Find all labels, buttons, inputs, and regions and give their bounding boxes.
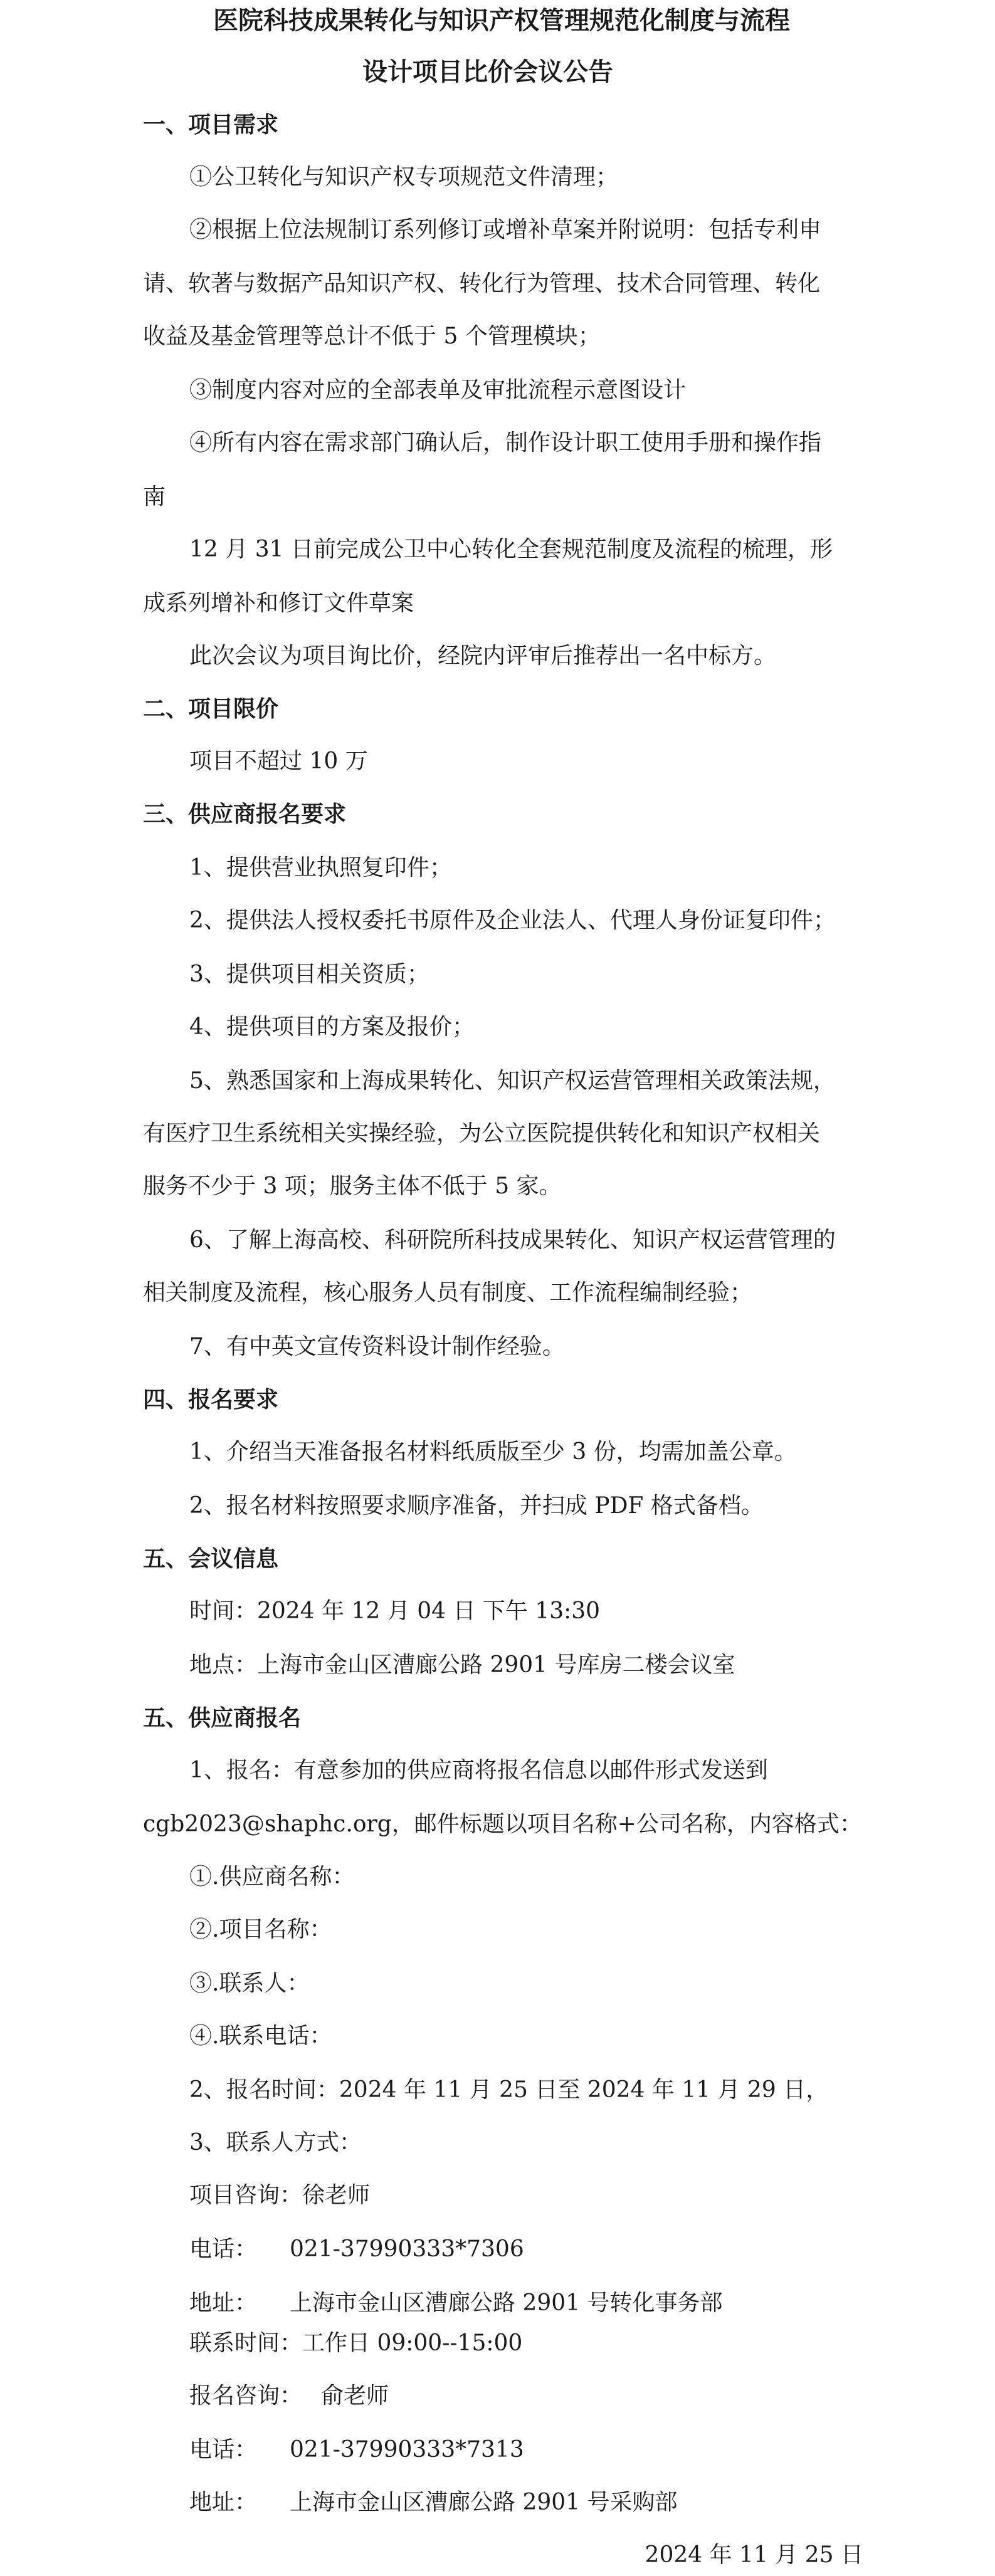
registration-address-value: 上海市金山区漕廊公路 2901 号采购部 — [290, 2490, 678, 2515]
title-line-1: 医院科技成果转化与知识产权管理规范化制度与流程 — [213, 6, 790, 35]
s3-paragraph: 6、了解上海高校、科研院所科技成果转化、知识产权运营管理的 — [189, 1227, 836, 1253]
s6-paragraph: cgb2023@shaphc.org，邮件标题以项目名称+公司名称，内容格式： — [143, 1811, 862, 1837]
section-3-heading: 三、供应商报名要求 — [143, 801, 347, 827]
section-4-heading: 四、报名要求 — [143, 1386, 279, 1413]
registration-address — [189, 2487, 678, 2518]
section-5-heading: 五、会议信息 — [143, 1546, 279, 1572]
project-hours-label: 联系时间： — [189, 2330, 303, 2356]
s3-paragraph: 服务不少于 3 项；服务主体不低于 5 家。 — [143, 1173, 562, 1199]
registration-phone-label: 电话： — [189, 2437, 258, 2463]
title-line-2: 设计项目比价会议公告 — [362, 57, 613, 86]
registration-consult — [189, 2380, 389, 2412]
registration-period: 2、报名时间：2024 年 11 月 25 日至 2024 年 11 月 29 日， — [189, 2077, 829, 2103]
registration-address-label: 地址： — [189, 2490, 258, 2515]
registration-consult-label: 报名咨询： — [189, 2383, 303, 2409]
project-hours-value: 工作日 09:00--15:00 — [302, 2330, 523, 2356]
s1-paragraph: 收益及基金管理等总计不低于 5 个管理模块； — [143, 323, 601, 349]
registration-phone-value: 021-37990333*7313 — [290, 2437, 524, 2463]
form-field-contact: ③.联系人： — [189, 1971, 310, 1996]
s1-paragraph: ②根据上位法规制订系列修订或增补草案并附说明：包括专利申 — [189, 217, 822, 243]
s3-paragraph: 7、有中英文宣传资料设计制作经验。 — [189, 1334, 565, 1359]
s3-paragraph: 2、提供法人授权委托书原件及企业法人、代理人身份证复印件； — [189, 908, 836, 933]
project-consult-name: 徐老师 — [302, 2182, 371, 2208]
s1-paragraph: 请、软著与数据产品知识产权、转化行为管理、技术合同管理、转化 — [143, 271, 821, 296]
project-phone — [189, 2234, 524, 2265]
project-address — [189, 2288, 723, 2319]
form-field-phone: ④.联系电话： — [189, 2023, 332, 2049]
project-phone-label: 电话： — [189, 2236, 258, 2262]
s1-paragraph: 12 月 31 日前完成公卫中心转化全套规范制度及流程的梳理，形 — [189, 537, 833, 562]
project-address-value: 上海市金山区漕廊公路 2901 号转化事务部 — [290, 2290, 723, 2316]
s3-paragraph: 有医疗卫生系统相关实操经验，为公立医院提供转化和知识产权相关 — [143, 1121, 821, 1146]
project-consult — [189, 2180, 370, 2211]
s3-paragraph: 5、熟悉国家和上海成果转化、知识产权运营管理相关政策法规， — [189, 1068, 836, 1094]
registration-consult-name: 俞老师 — [321, 2383, 389, 2409]
s1-paragraph: 成系列增补和修订文件草案 — [143, 590, 414, 616]
s3-paragraph: 相关制度及流程，核心服务人员有制度、工作流程编制经验； — [143, 1280, 753, 1306]
s1-paragraph: 此次会议为项目询比价，经院内评审后推荐出一名中标方。 — [189, 643, 777, 669]
s1-paragraph: ③制度内容对应的全部表单及审批流程示意图设计 — [189, 377, 687, 403]
project-consult-label: 项目咨询： — [189, 2182, 303, 2208]
s2-paragraph: 项目不超过 10 万 — [189, 748, 368, 774]
announcement-date: 2024 年 11 月 25 日 — [645, 2542, 863, 2568]
project-phone-value: 021-37990333*7306 — [290, 2236, 524, 2262]
section-6-heading: 五、供应商报名 — [143, 1705, 302, 1731]
registration-phone — [189, 2434, 524, 2466]
s4-paragraph: 2、报名材料按照要求顺序准备，并扫成 PDF 格式备档。 — [189, 1493, 764, 1519]
s1-paragraph: 南 — [143, 484, 166, 510]
s3-paragraph: 4、提供项目的方案及报价； — [189, 1014, 475, 1040]
s3-paragraph: 3、提供项目相关资质； — [189, 961, 429, 987]
project-address-label: 地址： — [189, 2290, 258, 2316]
section-1-heading: 一、项目需求 — [143, 112, 279, 138]
form-field-supplier-name: ①.供应商名称： — [189, 1864, 355, 1890]
s4-paragraph: 1、介绍当天准备报名材料纸质版至少 3 份，均需加盖公章。 — [189, 1439, 797, 1465]
s6-paragraph: 1、报名：有意参加的供应商将报名信息以邮件形式发送到 — [189, 1757, 768, 1783]
meeting-location: 地点：上海市金山区漕廊公路 2901 号库房二楼会议室 — [189, 1652, 735, 1678]
form-field-project-name: ②.项目名称： — [189, 1917, 332, 1942]
s1-paragraph: ④所有内容在需求部门确认后，制作设计职工使用手册和操作指 — [189, 430, 822, 456]
meeting-time: 时间：2024 年 12 月 04 日 下午 13:30 — [189, 1598, 601, 1624]
project-hours — [189, 2328, 522, 2359]
s1-paragraph: ①公卫转化与知识产权专项规范文件清理； — [189, 164, 619, 190]
contact-methods-heading: 3、联系人方式： — [189, 2130, 362, 2155]
section-2-heading: 二、项目限价 — [143, 696, 279, 722]
s3-paragraph: 1、提供营业执照复印件； — [189, 855, 452, 881]
